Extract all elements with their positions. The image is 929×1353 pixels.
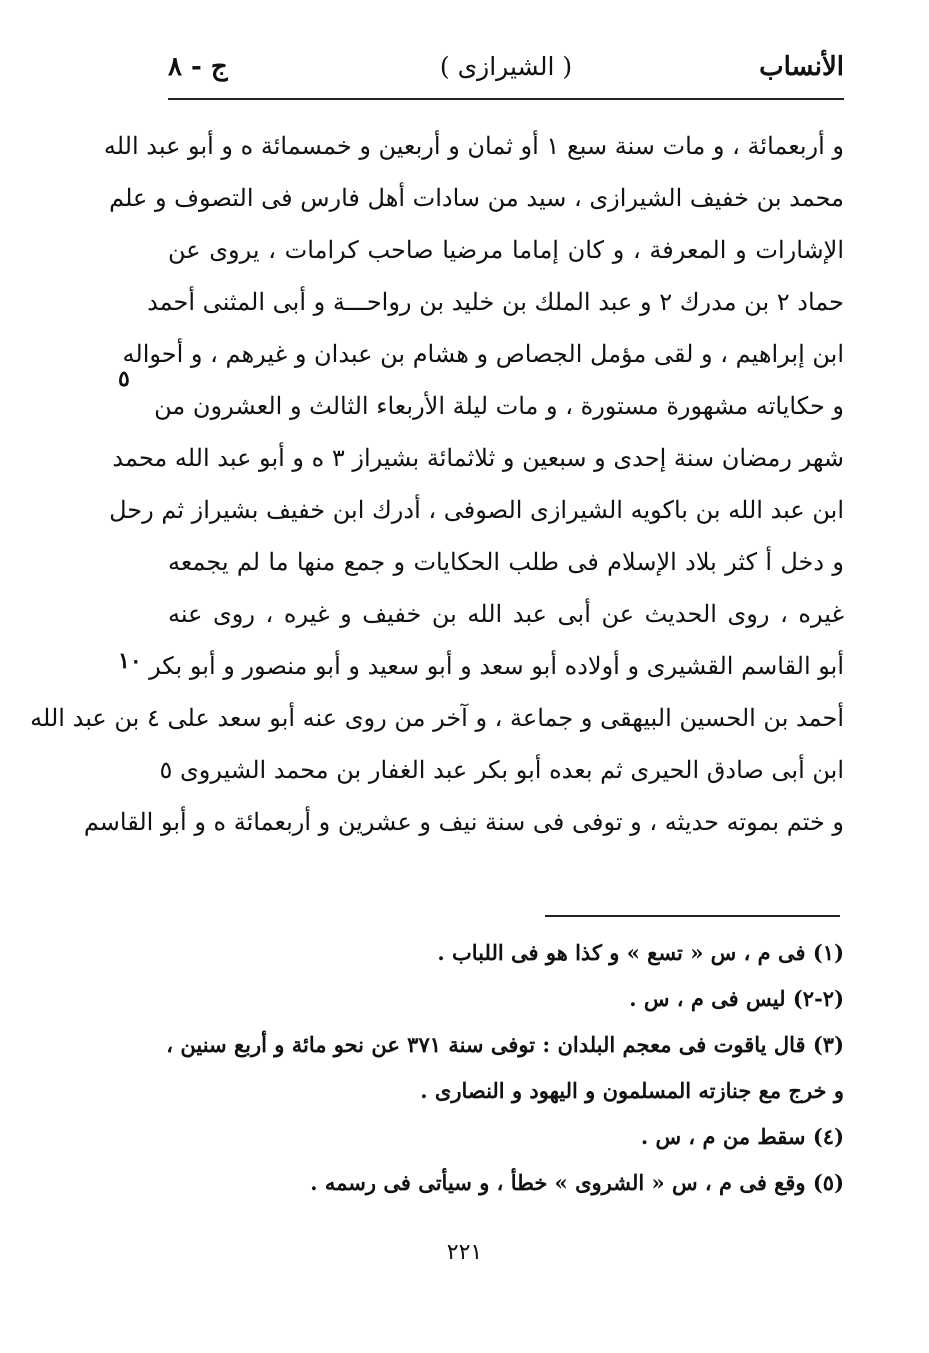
header-divider [168,98,844,100]
text-line: محمد بن خفيف الشيرازى ، سيد من سادات أهل فارس فى التصوف و علم [109,184,844,212]
text-line: ابن إبراهيم ، و لقى مؤمل الجصاص و هشام بن عبدان و غيرهم ، و أحواله [122,340,844,368]
footnotes [168,930,844,1206]
line-number-10: ١٠ [118,648,142,674]
text-line: غيره ، روى الحديث عن أبى عبد الله بن خفيف و غيره ، روى عنه [168,600,844,628]
text-line: و حكاياته مشهورة مستورة ، و مات ليلة الأربعاء الثالث و العشرون من [154,392,844,420]
text-line: و دخل أ كثر بلاد الإسلام فى طلب الحكايات و جمع منها ما لم يجمعه [168,548,844,576]
footnote: (٥) وقع فى م ، س « الشروى » خطأ ، و سيأتى فى رسمه . [310,1170,844,1195]
footnote-divider [545,915,840,917]
footnote-continuation: و خرج مع جنازته المسلمون و اليهود و النصارى . [420,1078,844,1103]
text-line: الإشارات و المعرفة ، و كان إماما مرضيا صاحب كرامات ، يروى عن [168,236,844,264]
footnote: (٣) قال ياقوت فى معجم البلدان : توفى سنة ٣٧١ عن نحو مائة و أربع سنين ، [166,1032,844,1057]
footnote: (٢-٢) ليس فى م ، س . [629,986,844,1011]
text-line: ابن أبى صادق الحيرى ثم بعده أبو بكر عبد الغفار بن محمد الشيروى ٥ [159,756,844,784]
text-line: شهر رمضان سنة إحدى و سبعين و ثلاثمائة بشيراز ٣ ه و أبو عبد الله محمد [112,444,844,472]
text-line: أبو القاسم القشيرى و أولاده أبو سعد و أبو سعيد و أبو منصور و أبو بكر [149,652,844,680]
line-number-5: ٥ [118,366,130,392]
footnote: (١) فى م ، س « تسع » و كذا هو فى اللباب . [437,940,844,965]
section-title: ( الشيرازى ) [439,52,573,81]
text-line: ابن عبد الله بن باكويه الشيرازى الصوفى ، أدرك ابن خفيف بشيراز ثم رحل [109,496,844,524]
text-line: أحمد بن الحسين البيهقى و جماعة ، و آخر من روى عنه أبو سعد على ٤ بن عبد الله [30,704,844,732]
text-line: حماد ٢ بن مدرك ٢ و عبد الملك بن خليد بن رواحـــة و أبى المثنى أحمد [147,288,844,316]
text-line: و أربعمائة ، و مات سنة سبع ١ أو ثمان و أربعين و خمسمائة ه و أبو عبد الله [103,132,844,160]
volume-number: ج - ٨ [168,52,228,82]
footnote: (٤) سقط من م ، س . [640,1124,844,1149]
running-title: الأنساب [759,52,844,82]
page-number: ٢٢١ [446,1240,483,1265]
text-line: و ختم بموته حديثه ، و توفى فى سنة نيف و عشرين و أربعمائة ه و أبو القاسم [83,808,844,836]
page-header [168,52,844,98]
